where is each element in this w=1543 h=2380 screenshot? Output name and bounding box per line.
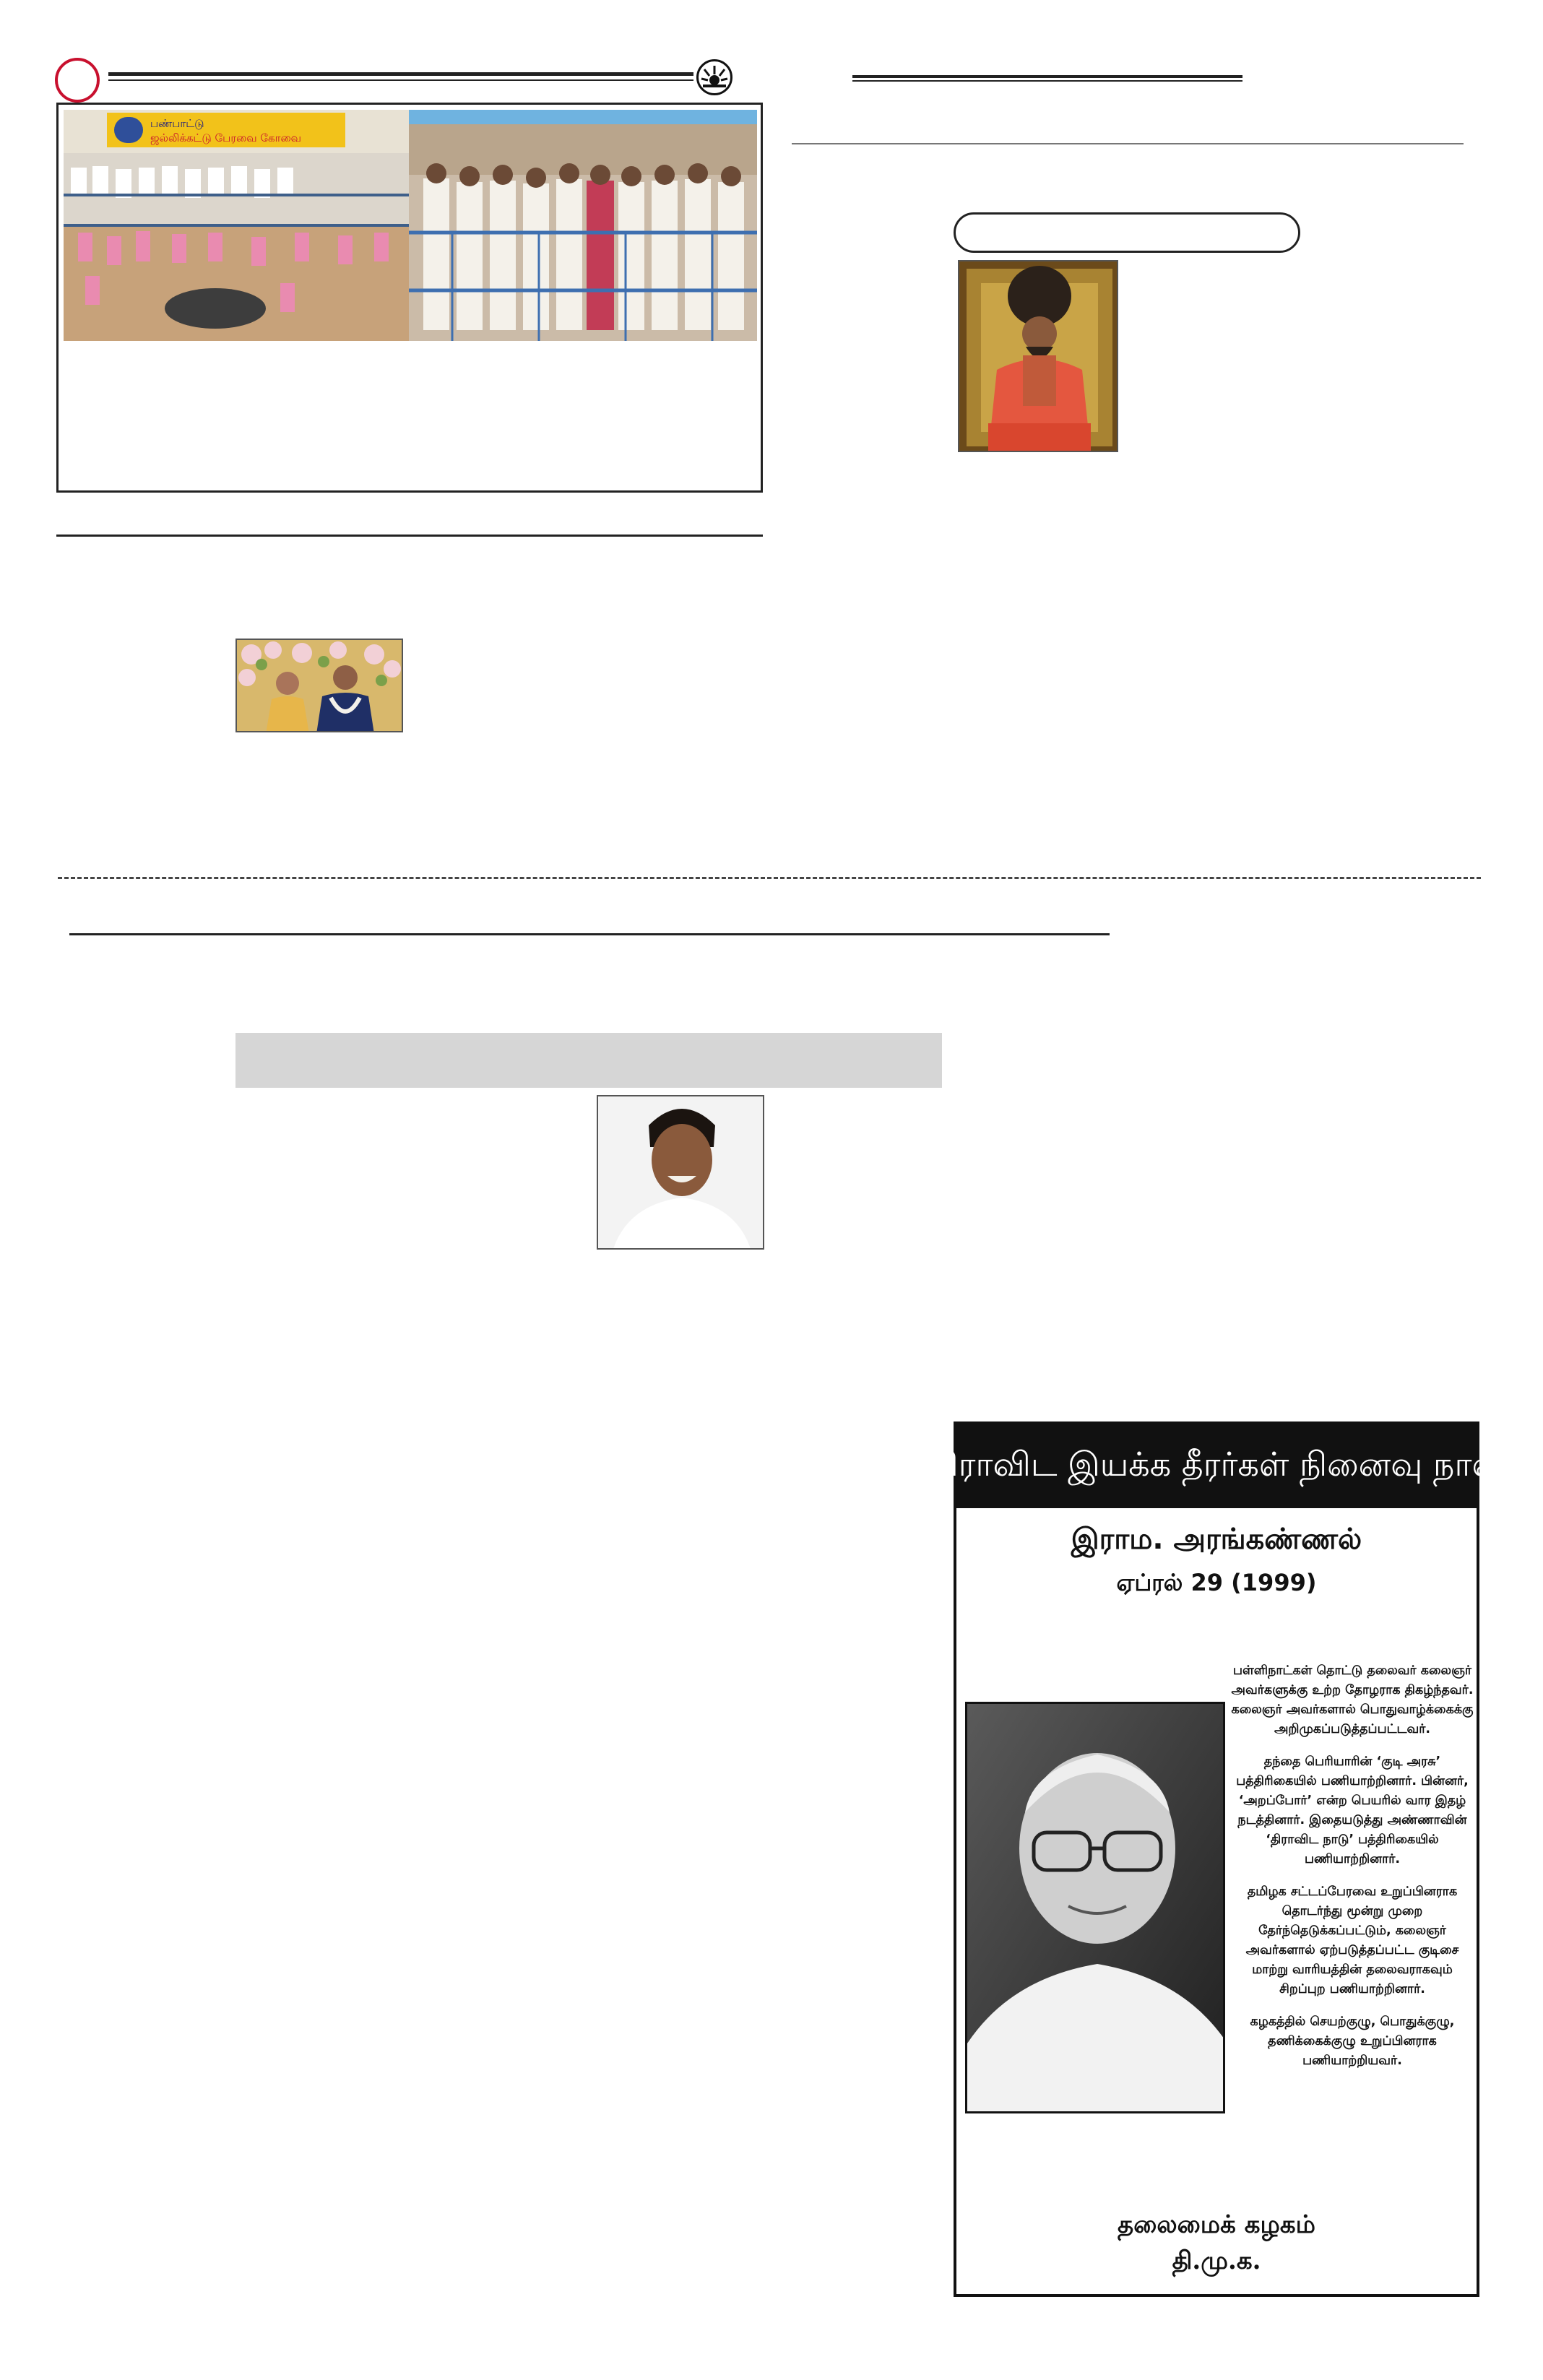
memorial-person-name: இராம. அரங்கண்ணல் bbox=[1071, 1523, 1362, 1556]
bio-paragraph: கழகத்தில் செயற்குழு, பொதுக்குழு, தணிக்கைக்குழு உறுப்பினராக பணியாற்றியவர். bbox=[1250, 2015, 1455, 2068]
header-rule-thin bbox=[108, 79, 693, 81]
rising-sun-icon bbox=[696, 59, 732, 95]
dashed-section-divider bbox=[58, 877, 1481, 879]
swami-portrait-photo bbox=[958, 260, 1118, 452]
memorial-date: ஏப்ரல் 29 (1999) bbox=[1116, 1569, 1317, 1596]
memorial-issuer: தலைமைக் கழகம் bbox=[1118, 2210, 1315, 2239]
banner-text: ஜல்லிக்கட்டு பேரவை கோவை bbox=[150, 131, 302, 144]
bio-paragraph: தமிழக சட்டப்பேரவை உறுப்பினராக தொடர்ந்து மூன்று முறை தேர்ந்தெடுக்கப்பட்டும், கலைஞர் அவர்களால் ஏற்படுத்தப்பட்ட குடிசை மாற்று வாரியத்தின் தலைவராகவும் சிறப்புற பணியாற்றினார். bbox=[1245, 1884, 1459, 1996]
memorial-party-name: தி.மு.க. bbox=[1172, 2246, 1261, 2275]
banner-text-top: பண்பாட்டு bbox=[150, 117, 204, 130]
headline-rule bbox=[69, 933, 1110, 935]
dignitaries-gallery-photo bbox=[409, 110, 757, 341]
headline-rule bbox=[852, 75, 1242, 78]
smiling-man-portrait-photo bbox=[597, 1095, 764, 1250]
header-rule bbox=[108, 72, 693, 76]
section-divider bbox=[56, 535, 763, 537]
bio-paragraph: தந்தை பெரியாரின் ‘குடி அரசு’ பத்திரிகையில் பணியாற்றினார். பின்னர், ‘அறப்போர்’ என்ற பெயரில் வார இதழ் நடத்தினார். இதையடுத்து அண்ணாவின் ‘திராவிட நாடு’ பத்திரிகையில் பணியாற்றினார். bbox=[1236, 1754, 1469, 1866]
headline-rule-thin bbox=[852, 80, 1242, 82]
page-number-badge bbox=[55, 58, 100, 103]
caption-pill bbox=[954, 212, 1300, 253]
wedding-couple-photo bbox=[235, 639, 403, 732]
memorial-biography bbox=[1229, 1661, 1475, 2084]
jallikattu-arena-photo bbox=[64, 110, 410, 341]
subhead-rule bbox=[792, 143, 1464, 144]
bio-paragraph: பள்ளிநாட்கள் தொட்டு தலைவர் கலைஞர் அவர்களுக்கு உற்ற தோழராக திகழ்ந்தவர். கலைஞர் அவர்களால் பொதுவாழ்க்கைக்கு அறிமுகப்படுத்தப்பட்டவர். bbox=[1231, 1663, 1474, 1736]
memorial-portrait-photo bbox=[965, 1702, 1225, 2113]
subheading-band bbox=[235, 1033, 942, 1088]
memorial-banner: திராவிட இயக்க தீரர்கள் நினைவு நாள் bbox=[956, 1424, 1477, 1508]
